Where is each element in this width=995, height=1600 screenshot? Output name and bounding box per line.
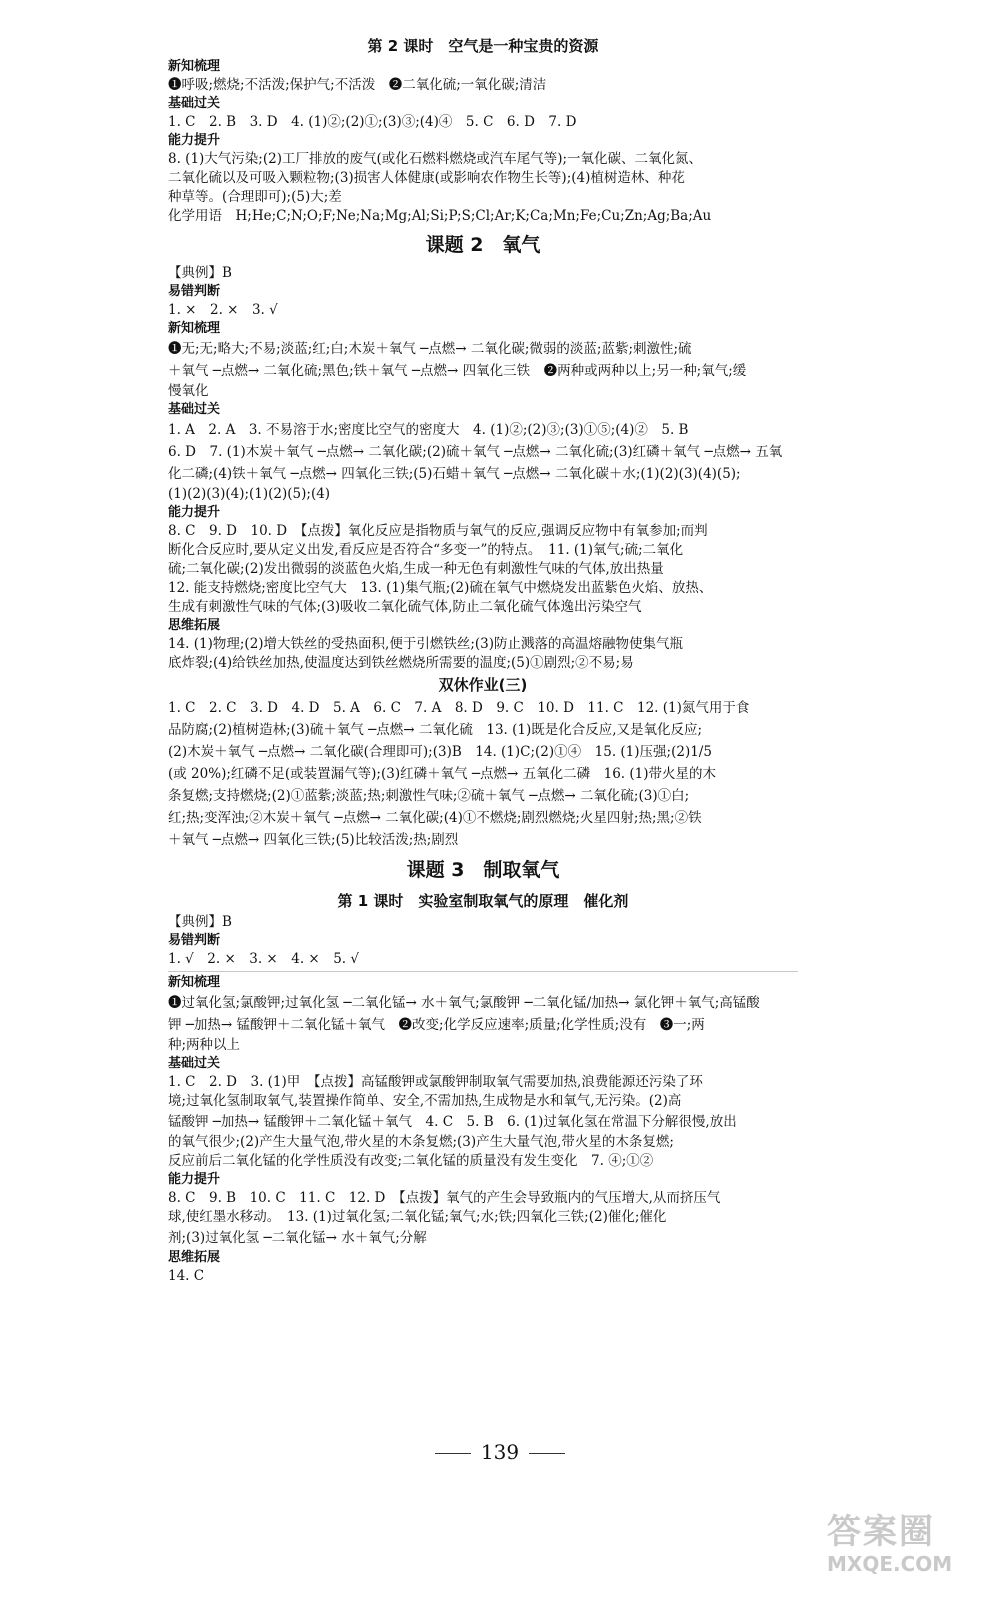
answer-line: ＋氧气 ─点燃→ 四氧化三铁;(5)比较活泼;热;剧烈 xyxy=(168,832,459,848)
section-heading: 能力提升 xyxy=(168,1172,221,1187)
answer-line: 【典例】B xyxy=(168,265,232,281)
answer-line: (1)(2)(3)(4);(1)(2)(5);(4) xyxy=(168,486,331,502)
answer-line: 1. C 2. D 3. (1)甲 【点拨】高锰酸钾或氯酸钾制取氧气需要加热,浪费能源还污染了环 xyxy=(168,1074,703,1090)
subsection-title: 双休作业(三) xyxy=(438,676,528,694)
answer-line: 12. 能支持燃烧;密度比空气大 13. (1)集气瓶;(2)硫在氧气中燃烧发出蓝紫色火焰、放热、 xyxy=(168,580,713,596)
section-heading: 新知梳理 xyxy=(168,975,221,990)
answer-line: 8. C 9. D 10. D 【点拨】氧化反应是指物质与氧气的反应,强调反应物中有氧参加;而判 xyxy=(168,523,708,539)
divider xyxy=(168,971,798,972)
answer-line: 化学用语 H;He;C;N;O;F;Ne;Na;Mg;Al;Si;P;S;Cl;Ar;K;Ca;Mn;Fe;Cu;Zn;Ag;Ba;Au xyxy=(168,208,712,224)
answer-line: 锰酸钾 ─加热→ 锰酸钾＋二氧化锰＋氧气 4. C 5. B 6. (1)过氧化氢在常温下分解很慢,放出 xyxy=(168,1114,737,1130)
answer-line: 境;过氧化氢制取氧气,装置操作简单、安全,不需加热,生成物是水和氧气,无污染。(2)高 xyxy=(168,1093,682,1109)
section-heading: 新知梳理 xyxy=(168,59,221,74)
page-number-right-dash xyxy=(529,1453,565,1454)
section-heading: 思维拓展 xyxy=(168,1250,221,1265)
answer-line: (2)木炭＋氧气 ─点燃→ 二氧化碳(合理即可);(3)B 14. (1)C;(2)①④ 15. (1)压强;(2)1/5 xyxy=(168,744,712,760)
answer-line: 1. A 2. A 3. 不易溶于水;密度比空气的密度大 4. (1)②;(2)③;(3)①⑤;(4)② 5. B xyxy=(168,422,689,438)
answer-line: 品防腐;(2)植树造林;(3)硫＋氧气 ─点燃→ 二氧化硫 13. (1)既是化合反应,又是氧化反应; xyxy=(168,722,703,738)
answer-line: 种;两种以上 xyxy=(168,1037,241,1053)
answer-line: 种草等。(合理即可);(5)大;差 xyxy=(168,189,342,205)
section-heading: 思维拓展 xyxy=(168,618,221,633)
answer-line: 6. D 7. (1)木炭＋氧气 ─点燃→ 二氧化碳;(2)硫＋氧气 ─点燃→ 二氧化硫;(3)红磷＋氧气 ─点燃→ 五氧 xyxy=(168,444,783,460)
watermark xyxy=(827,1512,977,1582)
answer-line: 反应前后二氧化锰的化学性质没有改变;二氧化锰的质量没有发生变化 7. ④;①② xyxy=(168,1153,654,1169)
answer-line: 红;热;变浑浊;②木炭＋氧气 ─点燃→ 二氧化碳;(4)①不燃烧;剧烈燃烧;火星四射;热;黑;②铁 xyxy=(168,810,702,826)
answer-line: ❶过氧化氢;氯酸钾;过氧化氢 ─二氧化锰→ 水＋氧气;氯酸钾 ─二氧化锰/加热→ 氯化钾＋氧气;高锰酸 xyxy=(168,995,760,1011)
answer-line: 1. C 2. C 3. D 4. D 5. A 6. C 7. A 8. D 9. C 10. D 11. C 12. (1)氮气用于食 xyxy=(168,700,750,716)
answer-line: 1. √ 2. × 3. × 4. × 5. √ xyxy=(168,951,359,967)
answer-page xyxy=(168,34,798,1286)
answer-line: (或 20%);红磷不足(或装置漏气等);(3)红磷＋氧气 ─点燃→ 五氧化二磷 16. (1)带火星的木 xyxy=(168,766,716,782)
section-heading: 能力提升 xyxy=(168,505,221,520)
section-heading: 易错判断 xyxy=(168,933,221,948)
answer-line: 1. C 2. B 3. D 4. (1)②;(2)①;(3)③;(4)④ 5. C 6. D 7. D xyxy=(168,114,577,130)
lesson-title: 课题 3 制取氧气 xyxy=(406,859,560,881)
lesson-title: 课题 2 氧气 xyxy=(425,234,541,256)
answer-line: 14. (1)物理;(2)增大铁丝的受热面积,便于引燃铁丝;(3)防止溅落的高温熔融物使集气瓶 xyxy=(168,636,684,652)
section-heading: 基础过关 xyxy=(168,1056,221,1071)
section-heading: 新知梳理 xyxy=(168,321,221,336)
watermark-url: MXQE.COM xyxy=(827,1552,953,1576)
subsection-title: 第 1 课时 实验室制取氧气的原理 催化剂 xyxy=(337,892,629,910)
subsection-title: 第 2 课时 空气是一种宝贵的资源 xyxy=(367,37,599,55)
answer-line: ＋氧气 ─点燃→ 二氧化硫;黑色;铁＋氧气 ─点燃→ 四氧化三铁 ❷两种或两种以上;另一种;氧气;缓 xyxy=(168,363,747,379)
answer-line: 8. C 9. B 10. C 11. C 12. D 【点拨】氧气的产生会导致瓶内的气压增大,从而挤压气 xyxy=(168,1190,721,1206)
answer-line: 硫;二氧化碳;(2)发出微弱的淡蓝色火焰,生成一种无色有刺激性气味的气体,放出热量 xyxy=(168,561,664,577)
answer-line: 断化合反应时,要从定义出发,看反应是否符合“多变一”的特点。 11. (1)氧气;硫;二氧化 xyxy=(168,542,684,558)
answer-line: 的氧气很少;(2)产生大量气泡,带火星的木条复燃;(3)产生大量气泡,带火星的木条复燃; xyxy=(168,1134,674,1150)
answer-line: 剂;(3)过氧化氢 ─二氧化锰→ 水＋氧气;分解 xyxy=(168,1230,427,1246)
answer-line: 化二磷;(4)铁＋氧气 ─点燃→ 四氧化三铁;(5)石蜡＋氧气 ─点燃→ 二氧化碳＋水;(1)(2)(3)(4)(5); xyxy=(168,466,741,482)
answer-line: 底炸裂;(4)给铁丝加热,使温度达到铁丝燃烧所需要的温度;(5)①剧烈;②不易;易 xyxy=(168,655,634,671)
section-heading: 能力提升 xyxy=(168,133,221,148)
watermark-logo: 答案圈 xyxy=(827,1512,935,1552)
page-number xyxy=(420,1440,580,1464)
answer-line: 【典例】B xyxy=(168,914,232,930)
answer-line: 球,使红墨水移动。 13. (1)过氧化氢;二氧化锰;氧气;水;铁;四氧化三铁;(2)催化;催化 xyxy=(168,1209,667,1225)
page-number-left-dash xyxy=(435,1453,471,1454)
answer-line: 条复燃;支持燃烧;(2)①蓝紫;淡蓝;热;刺激性气味;②硫＋氧气 ─点燃→ 二氧化硫;(3)①白; xyxy=(168,788,690,804)
answer-line: 生成有刺激性气味的气体;(3)吸收二氧化硫气体,防止二氧化硫气体逸出污染空气 xyxy=(168,599,642,615)
answer-line: ❶呼吸;燃烧;不活泼;保护气;不活泼 ❷二氧化硫;一氧化碳;清洁 xyxy=(168,77,547,93)
answer-line: 二氧化硫以及可吸入颗粒物;(3)损害人体健康(或影响农作物生长等);(4)植树造林、种花 xyxy=(168,170,685,186)
answer-line: 钾 ─加热→ 锰酸钾＋二氧化锰＋氧气 ❷改变;化学反应速率;质量;化学性质;没有 ❸一;两 xyxy=(168,1017,705,1033)
section-heading: 基础过关 xyxy=(168,402,221,417)
answer-line: 14. C xyxy=(168,1268,205,1284)
section-heading: 基础过关 xyxy=(168,96,221,111)
answer-line: 1. × 2. × 3. √ xyxy=(168,302,278,318)
page-number-text: 139 xyxy=(480,1440,520,1464)
answer-line: 8. (1)大气污染;(2)工厂排放的废气(或化石燃料燃烧或汽车尾气等);一氧化碳、二氧化氮、 xyxy=(168,151,703,167)
answer-line: 慢氧化 xyxy=(168,383,209,399)
answer-line: ❶无;无;略大;不易;淡蓝;红;白;木炭＋氧气 ─点燃→ 二氧化碳;微弱的淡蓝;蓝紫;刺激性;硫 xyxy=(168,341,692,357)
section-heading: 易错判断 xyxy=(168,284,221,299)
